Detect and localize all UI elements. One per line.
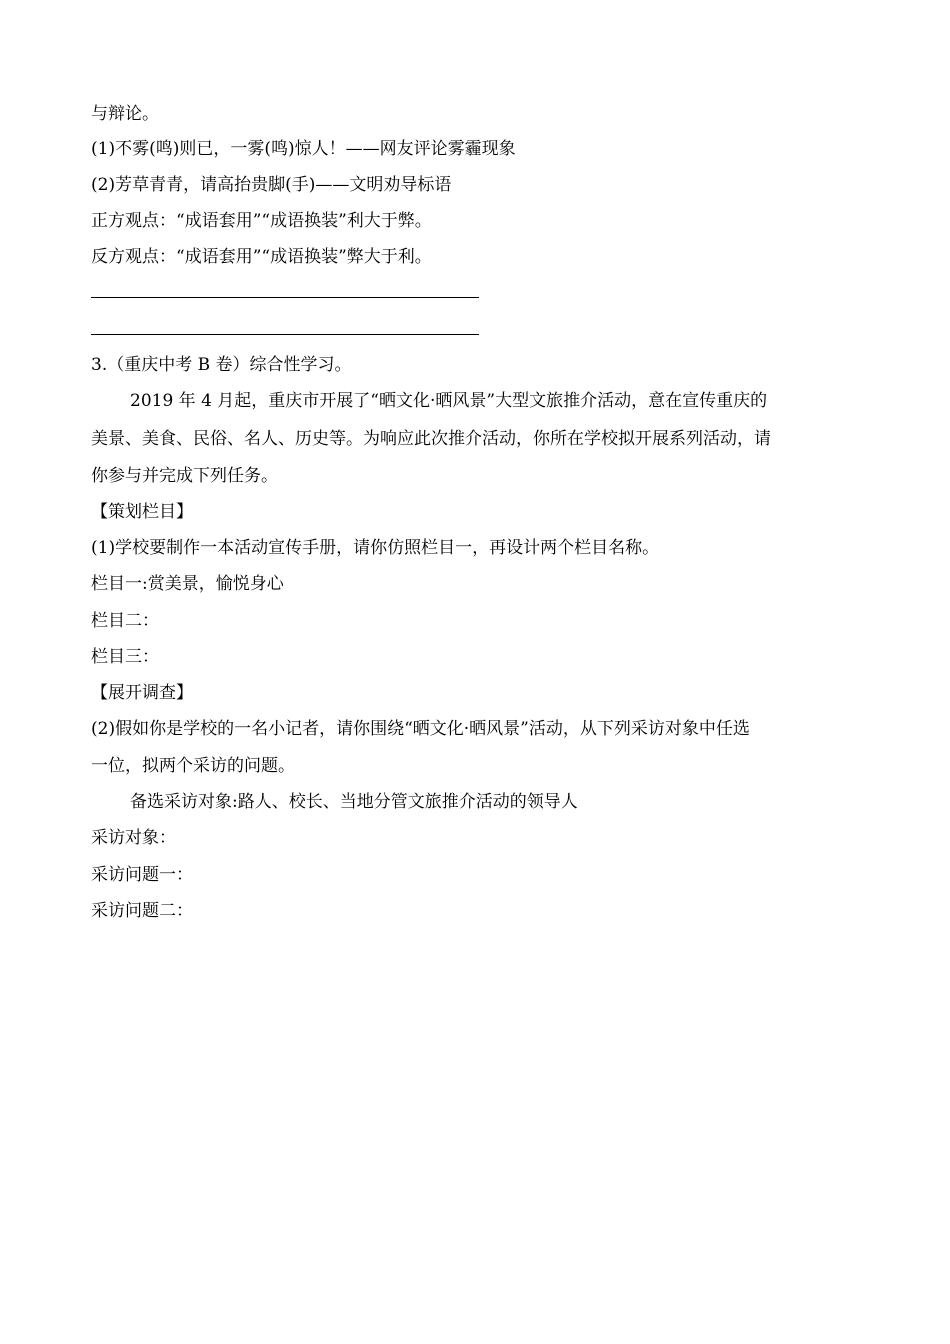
pro-viewpoint-text: 正方观点：“成语套用”“成语换装”利大于弊。 (91, 211, 432, 231)
task-2-line-2: 一位，拟两个采访的问题。 (91, 756, 295, 776)
question-3-paragraph-line-1: 2019 年 4 月起，重庆市开展了“晒文化·晒风景”大型文旅推介活动，意在宣传重庆的 (130, 391, 768, 411)
con-viewpoint-text: 反方观点：“成语套用”“成语换装”弊大于利。 (91, 247, 432, 267)
question-3-header: 3.（重庆中考 B 卷）综合性学习。 (91, 355, 352, 375)
interviewee-label: 采访对象： (91, 828, 176, 848)
column-1-text: 栏目一:赏美景，愉悦身心 (91, 574, 284, 594)
question-3-paragraph-line-3: 你参与并完成下列任务。 (91, 466, 278, 486)
column-3-text: 栏目三： (91, 647, 159, 667)
interview-candidates-text: 备选采访对象:路人、校长、当地分管文旅推介活动的领导人 (130, 792, 578, 812)
interview-question-2-label: 采访问题二： (91, 901, 193, 921)
intro-tail-text: 与辩论。 (91, 104, 159, 124)
task-2-line-1: (2)假如你是学校的一名小记者，请你围绕“晒文化·晒风景”活动，从下列采访对象中任选 (91, 719, 750, 739)
section-survey-title: 【展开调查】 (91, 683, 193, 703)
answer-line-1 (91, 297, 479, 298)
example-1-text: (1)不雾(鸣)则已，一雾(鸣)惊人！——网友评论雾霾现象 (91, 139, 516, 159)
section-planning-title: 【策划栏目】 (91, 502, 193, 522)
column-2-text: 栏目二： (91, 611, 159, 631)
example-2-text: (2)芳草青青，请高抬贵脚(手)——文明劝导标语 (91, 175, 452, 195)
question-3-paragraph-line-2: 美景、美食、民俗、名人、历史等。为响应此次推介活动，你所在学校拟开展系列活动，请 (91, 429, 771, 449)
answer-line-2 (91, 334, 479, 335)
interview-question-1-label: 采访问题一： (91, 865, 193, 885)
task-1-text: (1)学校要制作一本活动宣传手册，请你仿照栏目一，再设计两个栏目名称。 (91, 538, 660, 558)
